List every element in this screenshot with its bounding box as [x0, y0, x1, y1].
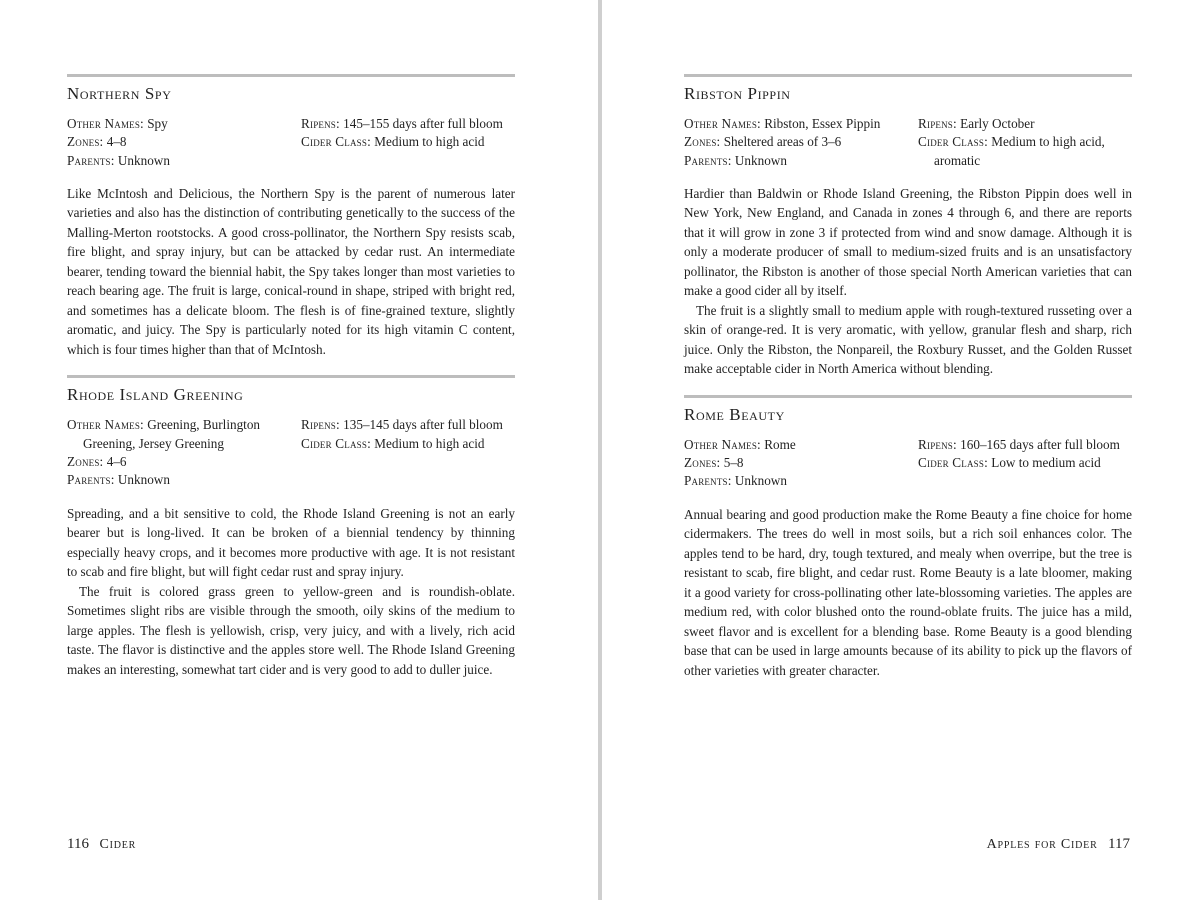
- meta-row: [67, 115, 301, 133]
- meta-row: [918, 436, 1132, 454]
- page-footer: [987, 836, 1130, 853]
- running-head: Apples for Cider: [986, 837, 1098, 852]
- meta-row: [684, 133, 918, 151]
- variety-meta: [67, 416, 515, 489]
- meta-row: [684, 152, 918, 170]
- meta-row: [67, 416, 301, 453]
- variety-title: Ribston Pippin: [684, 84, 791, 103]
- page-number: 117: [1108, 836, 1130, 852]
- meta-column: [918, 436, 1132, 491]
- meta-row: [67, 152, 301, 170]
- variety-description: [684, 184, 1132, 379]
- left-column: [67, 74, 515, 695]
- meta-label: Zones:: [684, 455, 721, 471]
- meta-label: Other Names:: [67, 116, 144, 131]
- paragraph: Hardier than Baldwin or Rhode Island Greening, the Ribston Pippin does well in New York, New England, and Canada in zones 4 through 6, and there are reports that it will grow in zone 3 if protected from wind and snow damage. Although it is only a moderate producer of small to medium-sized fruits and is an unsatisfactory pollinator, the Ribston is another of those special North American varieties that can make a good cider all by itself.: [684, 185, 1132, 299]
- paragraph: Annual bearing and good production make the Rome Beauty a fine choice for home cidermakers. The trees do well in most soils, but a rich soil enhances color. The apples tend to be hard, dry, tough textured, and mealy when overripe, but the tree is resistant to scab, fire blight, and cedar rust. Rome Beauty is a late bloomer, making it a good variety for cross-pollinating other late-blossoming varieties. The apples are medium red, with color blushed onto the round-oblate fruits. The juice has a mild, sweet flavor and is excellent for a blending base. Rome Beauty is a good blending base that can be used in large amounts because of its ability to pick up the flavors of other varieties with greater character.: [684, 506, 1132, 678]
- meta-label: Ripens:: [301, 417, 340, 433]
- meta-row: [301, 133, 515, 151]
- meta-label: Cider Class:: [918, 455, 988, 471]
- meta-row: [684, 472, 918, 490]
- page-number: 116: [67, 836, 89, 852]
- meta-label: Zones:: [67, 453, 104, 469]
- meta-value: Early October: [960, 116, 1035, 131]
- paragraph: The fruit is a slightly small to medium apple with rough-textured russeting over a skin of orange-red. It is very aromatic, with yellow, granular flesh and sharp, rich juice. Only the Ribston, the Nonpareil, the Roxbury Russet, and the Golden Russet make acceptable cider in North America without blending.: [684, 302, 1132, 377]
- meta-value: 135–145 days after full bloom: [343, 417, 503, 433]
- meta-label: Cider Class:: [918, 134, 988, 150]
- meta-row: [918, 115, 1132, 133]
- variety-meta: [684, 115, 1132, 170]
- variety-meta: [684, 436, 1132, 491]
- variety-description: [684, 505, 1132, 681]
- meta-value: Unknown: [734, 473, 787, 489]
- meta-column: [301, 416, 515, 489]
- meta-value: 160–165 days after full bloom: [960, 436, 1120, 452]
- variety-entry: [684, 74, 1132, 379]
- variety-description: [67, 504, 515, 680]
- meta-label: Zones:: [684, 134, 721, 150]
- section-rule: [67, 375, 515, 378]
- meta-label: Other Names:: [684, 436, 761, 452]
- meta-row: [684, 115, 918, 133]
- meta-label: Other Names:: [67, 417, 144, 433]
- left-page: [0, 0, 598, 900]
- meta-value: Low to medium acid: [991, 455, 1101, 471]
- variety-description: [67, 184, 515, 360]
- meta-label: Ripens:: [301, 116, 340, 131]
- variety-title: Rhode Island Greening: [67, 385, 244, 405]
- paragraph: Like McIntosh and Delicious, the Northern Spy is the parent of numerous later varieties and also has the distinction of contributing genetically to the success of the Malling-Merton rootstocks. A good cross-pollinator, the Northern Spy resists scab, fire blight, and spray injury, but can be attacked by cedar rust. An intermediate bearer, tending toward the biennial habit, the Spy takes longer than most varieties to reach bearing age. The fruit is large, conical-round in shape, striped with bright red, and sometimes has a delicate bloom. The flesh is of fine-grained texture, slightly aromatic, and juicy. The Spy is particularly noted for its high vitamin C content, which is four times higher than that of McIntosh.: [67, 185, 515, 357]
- page-footer: [67, 836, 136, 853]
- meta-column: [684, 436, 918, 491]
- meta-label: Parents:: [67, 472, 115, 488]
- meta-row: [67, 471, 301, 489]
- right-page: [602, 0, 1200, 900]
- meta-row: [684, 436, 918, 454]
- meta-label: Parents:: [684, 473, 732, 489]
- meta-label: Parents:: [684, 152, 732, 168]
- meta-label: Parents:: [67, 152, 115, 168]
- variety-meta: [67, 115, 515, 170]
- meta-value: Rome: [764, 436, 796, 452]
- section-rule: [684, 395, 1132, 398]
- variety-title: Rome Beauty: [684, 404, 785, 424]
- variety-entry: [67, 74, 515, 359]
- meta-label: Ripens:: [918, 436, 957, 452]
- meta-row: [301, 115, 515, 133]
- meta-column: [67, 416, 301, 489]
- paragraph: Spreading, and a bit sensitive to cold, the Rhode Island Greening is not an early bearer but is long-lived. It can be broken of a biennial tendency by thinning especially heavy crops, and it becomes more productive with age. It is not resistant to scab and fire blight, but will fight cedar rust and spray injury.: [67, 505, 515, 580]
- meta-column: [918, 115, 1132, 170]
- meta-value: 4–8: [106, 134, 127, 150]
- meta-value: Medium to high acid: [374, 134, 485, 150]
- meta-row: [301, 435, 515, 453]
- meta-value: 145–155 days after full bloom: [343, 116, 503, 131]
- meta-label: Other Names:: [684, 116, 761, 131]
- meta-value: Medium to high acid: [374, 435, 485, 451]
- meta-column: [684, 115, 918, 170]
- meta-value: Sheltered areas of 3–6: [723, 134, 842, 150]
- paragraph: The fruit is colored grass green to yellow-green and is roundish-oblate. Sometimes slight ribs are visible through the smooth, oily skins of the medium to large apples. The flesh is yellowish, crisp, very juicy, and with a lively, rich acid taste. The flavor is distinctive and the apples store well. The Rhode Island Greening makes an interesting, somewhat tart cider and is very good to add to duller juice.: [67, 583, 515, 677]
- section-rule: [684, 74, 1132, 77]
- variety-entry: [684, 395, 1132, 680]
- variety-title: Northern Spy: [67, 84, 172, 103]
- meta-value: Medium to high acid, aromatic: [934, 134, 1105, 168]
- meta-label: Cider Class:: [301, 435, 371, 451]
- meta-column: [301, 115, 515, 170]
- meta-value: Greening, Burlington Greening, Jersey Greening: [83, 417, 261, 451]
- meta-value: Spy: [147, 116, 168, 131]
- meta-row: [67, 453, 301, 471]
- meta-value: 5–8: [723, 455, 744, 471]
- right-column: [684, 74, 1132, 696]
- meta-row: [67, 133, 301, 151]
- meta-value: Unknown: [117, 152, 170, 168]
- meta-row: [684, 454, 918, 472]
- meta-row: [918, 133, 1132, 170]
- section-rule: [67, 74, 515, 77]
- meta-label: Zones:: [67, 134, 104, 150]
- meta-value: Unknown: [734, 152, 787, 168]
- meta-label: Ripens:: [918, 116, 957, 131]
- meta-column: [67, 115, 301, 170]
- variety-entry: [67, 375, 515, 679]
- meta-value: Unknown: [117, 472, 170, 488]
- meta-label: Cider Class:: [301, 134, 371, 150]
- running-head: Cider: [99, 837, 137, 852]
- meta-value: 4–6: [106, 453, 127, 469]
- meta-row: [301, 416, 515, 434]
- meta-value: Ribston, Essex Pippin: [764, 116, 881, 131]
- meta-row: [918, 454, 1132, 472]
